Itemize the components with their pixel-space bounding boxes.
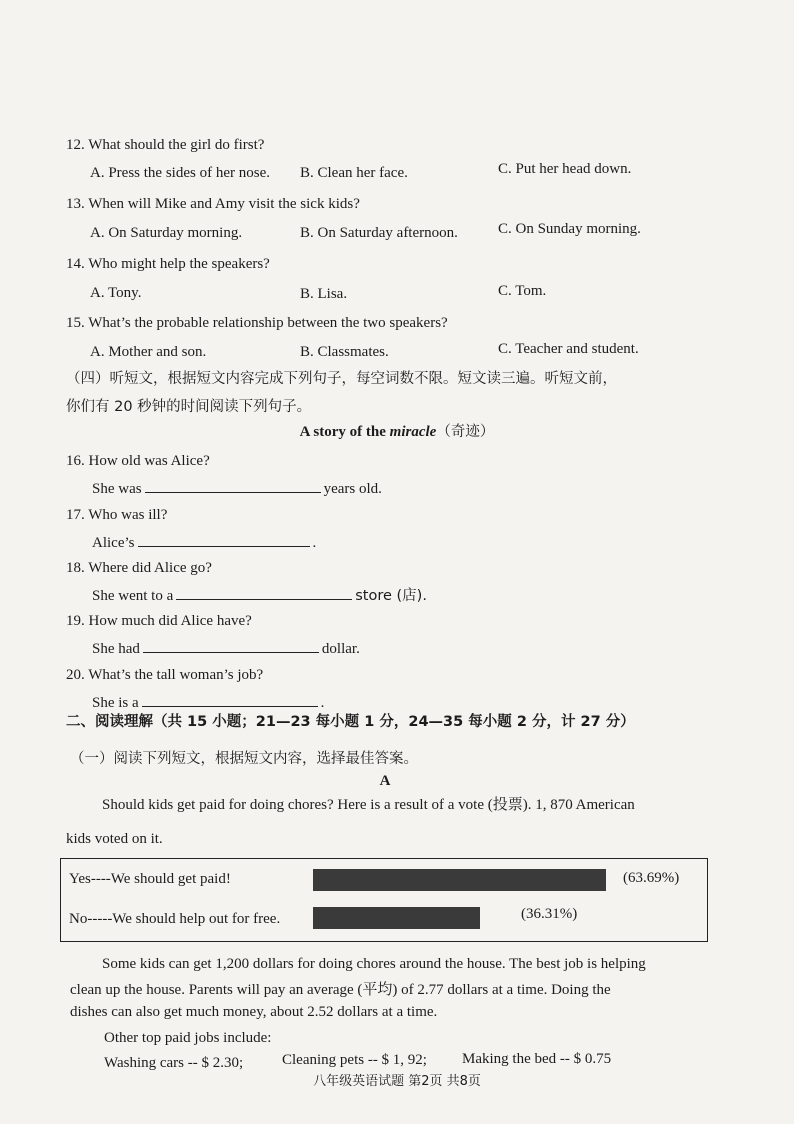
q12-option-c: C. Put her head down. [498,161,632,177]
job-item-cleaning-pets: Cleaning pets -- $ 1, 92; [282,1052,427,1068]
reading-section-heading: 二、阅读理解（共 15 小题；21—23 每小题 1 分，24—35 每小题 2 分，计 27 分） [66,714,635,730]
passage-paragraph-line-2: clean up the house. Parents will pay an average (平均) of 2.77 dollars at a time. Doing the [70,982,611,998]
answer-19-prefix: She had [92,641,140,657]
answer-18-suffix: store (店). [355,588,427,604]
answer-16-suffix: years old. [323,481,382,497]
question-20: 20. What’s the tall woman’s job? [66,667,264,683]
q15-option-b: B. Classmates. [300,344,389,360]
reading-subsection-instruction: （一）阅读下列短文，根据短文内容，选择最佳答案。 [70,751,418,767]
answer-line-18 [92,585,427,606]
passage-paragraph-line-4: Other top paid jobs include: [104,1030,272,1046]
story-title-cn: （奇迹） [436,424,495,440]
q12-option-a: A. Press the sides of her nose. [90,165,270,181]
vote-yes-percent: (63.69%) [623,870,680,886]
q15-option-a: A. Mother and son. [90,344,207,360]
passage-intro-line-1: Should kids get paid for doing chores? Here is a result of a vote (投票). 1, 870 American [102,797,635,813]
answer-line-16 [92,478,382,499]
q14-option-c: C. Tom. [498,283,547,299]
answer-20-prefix: She is a [92,695,139,711]
vote-row-no [61,905,707,935]
q13-option-c: C. On Sunday morning. [498,221,641,237]
vote-no-percent: (36.31%) [521,906,578,922]
q12-option-b: B. Clean her face. [300,165,408,181]
q15-option-c: C. Teacher and student. [498,341,639,357]
question-18: 18. Where did Alice go? [66,560,212,576]
vote-row-yes [61,867,707,897]
vote-yes-label: Yes----We should get paid! [69,871,231,887]
question-15: 15. What’s the probable relationship between the two speakers? [66,315,448,331]
job-item-making-bed: Making the bed -- $ 0.75 [462,1051,612,1067]
passage-paragraph-line-1: Some kids can get 1,200 dollars for doing chores around the house. The best job is helping [102,956,646,972]
passage-intro-line-2: kids voted on it. [66,831,163,847]
q14-option-a: A. Tony. [90,285,142,301]
vote-result-chart [60,858,708,942]
question-19: 19. How much did Alice have? [66,613,252,629]
section-4-instruction-line-1: （四）听短文，根据短文内容完成下列句子，每空词数不限。短文读三遍。听短文前， [66,371,617,387]
answer-20-suffix: . [320,695,325,711]
answer-17-suffix: . [312,535,317,551]
vote-no-label: No-----We should help out for free. [69,911,281,927]
answer-17-prefix: Alice’s [92,535,135,551]
story-title-prefix: A story of the [299,424,390,440]
job-item-washing-cars: Washing cars -- $ 2.30; [104,1055,244,1071]
answer-blank-17[interactable] [138,532,310,547]
vote-no-bar [313,907,480,929]
question-16: 16. How old was Alice? [66,453,210,469]
answer-16-prefix: She was [92,481,142,497]
question-13: 13. When will Mike and Amy visit the sick kids? [66,196,360,212]
answer-blank-20[interactable] [142,692,318,707]
answer-blank-19[interactable] [143,638,319,653]
question-17: 17. Who was ill? [66,507,168,523]
question-12: 12. What should the girl do first? [66,137,265,153]
answer-line-19 [92,638,360,659]
answer-line-20 [92,692,324,713]
section-4-instruction-line-2: 你们有 20 秒钟的时间阅读下列句子。 [66,399,312,415]
passage-label: A [379,773,391,789]
page-footer: 八年级英语试题 第2页 共8页 [313,1074,481,1089]
q14-option-b: B. Lisa. [300,286,348,302]
answer-18-prefix: She went to a [92,588,174,604]
question-14: 14. Who might help the speakers? [66,256,270,272]
answer-line-17 [92,532,316,553]
vote-yes-bar [313,869,606,891]
story-title [0,422,794,442]
answer-blank-18[interactable] [176,585,352,600]
passage-paragraph-line-3: dishes can also get much money, about 2.52 dollars at a time. [70,1004,438,1020]
answer-19-suffix: dollar. [321,641,360,657]
q13-option-a: A. On Saturday morning. [90,225,243,241]
story-title-word: miracle [389,424,437,440]
q13-option-b: B. On Saturday afternoon. [300,225,458,241]
answer-blank-16[interactable] [145,478,321,493]
